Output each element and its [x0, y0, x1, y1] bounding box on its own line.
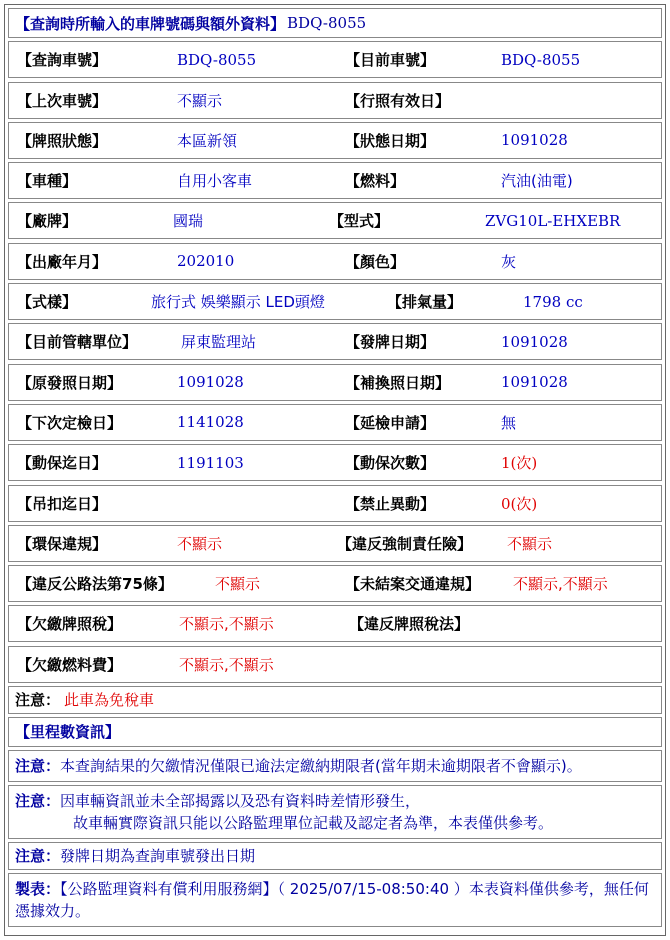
row-10 [8, 444, 662, 481]
title-label: 【查詢時所輸入的車牌號碼與額外資料】 [15, 14, 286, 33]
row-2 [8, 122, 662, 159]
row-11 [8, 485, 662, 522]
row-5 [8, 243, 662, 280]
value-model: ZVG10L-EHXEBR [485, 211, 621, 230]
label-current-plate: 【目前車號】 [345, 51, 436, 70]
value-transfer-ban: 0(次) [501, 494, 538, 513]
label-lien-count: 【動保次數】 [345, 454, 436, 473]
tax-exempt-notice [8, 686, 662, 714]
value-vehicle-type: 自用小客車 [177, 172, 253, 191]
value-unpaid-license-tax: 不顯示,不顯示 [179, 615, 274, 634]
label-inspection-extension: 【延檢申請】 [345, 413, 436, 432]
label-unpaid-license-tax: 【欠繳牌照稅】 [17, 615, 123, 634]
value-fuel: 汽油(油電) [501, 172, 573, 191]
label-query-plate: 【查詢車號】 [17, 51, 108, 70]
label-transfer-ban: 【禁止異動】 [345, 494, 436, 513]
value-next-inspection: 1141028 [177, 413, 244, 432]
footer-label: 製表： [15, 879, 61, 898]
label-style: 【式樣】 [17, 293, 78, 312]
note-text-continued: 故車輛實際資訊只能以公路監理單位記載及認定者為準，本表僅供參考。 [73, 813, 554, 832]
report-sheet [4, 4, 666, 936]
note-overdue [8, 750, 662, 782]
service-link[interactable]: 【公路監理資料有償利用服務網】 [60, 879, 278, 898]
label-next-inspection: 【下次定檢日】 [17, 413, 123, 432]
value-environmental-violation: 不顯示 [177, 534, 223, 553]
value-color: 灰 [501, 252, 517, 271]
value-open-traffic-violations: 不顯示,不顯示 [513, 575, 608, 594]
note-text: 本查詢結果的欠繳情況僅限已逾法定繳納期限者(當年期未逾期限者不會顯示)。 [60, 756, 582, 775]
row-7 [8, 323, 662, 360]
value-issue-date: 1091028 [501, 332, 568, 351]
label-original-license-date: 【原發照日期】 [17, 373, 123, 392]
note-issue-date [8, 842, 662, 870]
row-9 [8, 404, 662, 441]
label-jurisdiction: 【目前管轄單位】 [17, 333, 138, 352]
value-previous-plate: 不顯示 [177, 91, 223, 110]
note-text: 因車輛資訊並未全部揭露以及恐有資料時差情形發生， [60, 791, 421, 810]
note-disclaimer [8, 785, 662, 839]
row-6 [8, 283, 662, 320]
label-color: 【顏色】 [345, 252, 406, 271]
row-0 [8, 41, 662, 78]
title-plate: BDQ-8055 [287, 14, 367, 32]
label-environmental-violation: 【環保違規】 [17, 534, 108, 553]
footer-text: 本表資料僅供參考，無任何憑據效力。 [15, 879, 649, 920]
row-3 [8, 162, 662, 199]
label-license-tax-violation: 【違反牌照稅法】 [349, 615, 470, 634]
label-lien-expiry: 【動保迄日】 [17, 454, 108, 473]
value-original-license-date: 1091028 [177, 373, 244, 392]
value-displacement: 1798 cc [523, 292, 583, 311]
footer-note [8, 873, 662, 927]
row-12 [8, 525, 662, 562]
value-manufacture-date: 202010 [177, 252, 235, 271]
note-text: 發牌日期為查詢車號發出日期 [60, 846, 256, 865]
row-1 [8, 82, 662, 119]
note-label: 注意： [15, 791, 61, 810]
row-8 [8, 364, 662, 401]
value-status-date: 1091028 [501, 131, 568, 150]
value-jurisdiction: 屏東監理站 [181, 333, 257, 352]
label-plate-status: 【牌照狀態】 [17, 131, 108, 150]
value-lien-count: 1(次) [501, 454, 538, 473]
label-highway-act-violation: 【違反公路法第75條】 [17, 575, 173, 594]
value-highway-act-violation: 不顯示 [215, 575, 261, 594]
report-title [8, 8, 662, 38]
value-plate-status: 本區新領 [177, 131, 238, 150]
label-license-expiry: 【行照有效日】 [345, 91, 451, 110]
value-reissue-date: 1091028 [501, 373, 568, 392]
value-current-plate: BDQ-8055 [501, 50, 581, 69]
value-lien-expiry: 1191103 [177, 453, 244, 472]
row-14 [8, 605, 662, 642]
value-insurance-violation: 不顯示 [507, 534, 553, 553]
value-style: 旅行式 娛樂顯示 LED頭燈 [151, 293, 325, 312]
label-brand: 【廠牌】 [17, 212, 78, 231]
value-brand: 國瑞 [173, 212, 204, 231]
mileage-header: 【里程數資訊】 [8, 717, 662, 747]
generated-time: （ 2025/07/15-08:50:40 ） [277, 879, 469, 898]
value-query-plate: BDQ-8055 [177, 50, 257, 69]
row-4 [8, 202, 662, 239]
label-reissue-date: 【補換照日期】 [345, 373, 451, 392]
label-manufacture-date: 【出廠年月】 [17, 252, 108, 271]
label-fuel: 【燃料】 [345, 172, 406, 191]
row-13 [8, 565, 662, 602]
label-open-traffic-violations: 【未結案交通違規】 [345, 575, 481, 594]
label-unpaid-fuel-fee: 【欠繳燃料費】 [17, 655, 123, 674]
row-15 [8, 646, 662, 683]
label-status-date: 【狀態日期】 [345, 131, 436, 150]
label-displacement: 【排氣量】 [387, 293, 463, 312]
label-issue-date: 【發牌日期】 [345, 333, 436, 352]
label-vehicle-type: 【車種】 [17, 172, 78, 191]
value-inspection-extension: 無 [501, 413, 517, 432]
label-suspension-expiry: 【吊扣迄日】 [17, 494, 108, 513]
note-label: 注意： [15, 756, 61, 775]
value-unpaid-fuel-fee: 不顯示,不顯示 [179, 655, 274, 674]
note-label: 注意： [15, 846, 61, 865]
tax-notice-label: 注意： [15, 690, 61, 709]
tax-notice-text: 此車為免稅車 [64, 690, 155, 709]
label-previous-plate: 【上次車號】 [17, 91, 108, 110]
label-insurance-violation: 【違反強制責任險】 [337, 534, 473, 553]
label-model: 【型式】 [329, 212, 390, 231]
